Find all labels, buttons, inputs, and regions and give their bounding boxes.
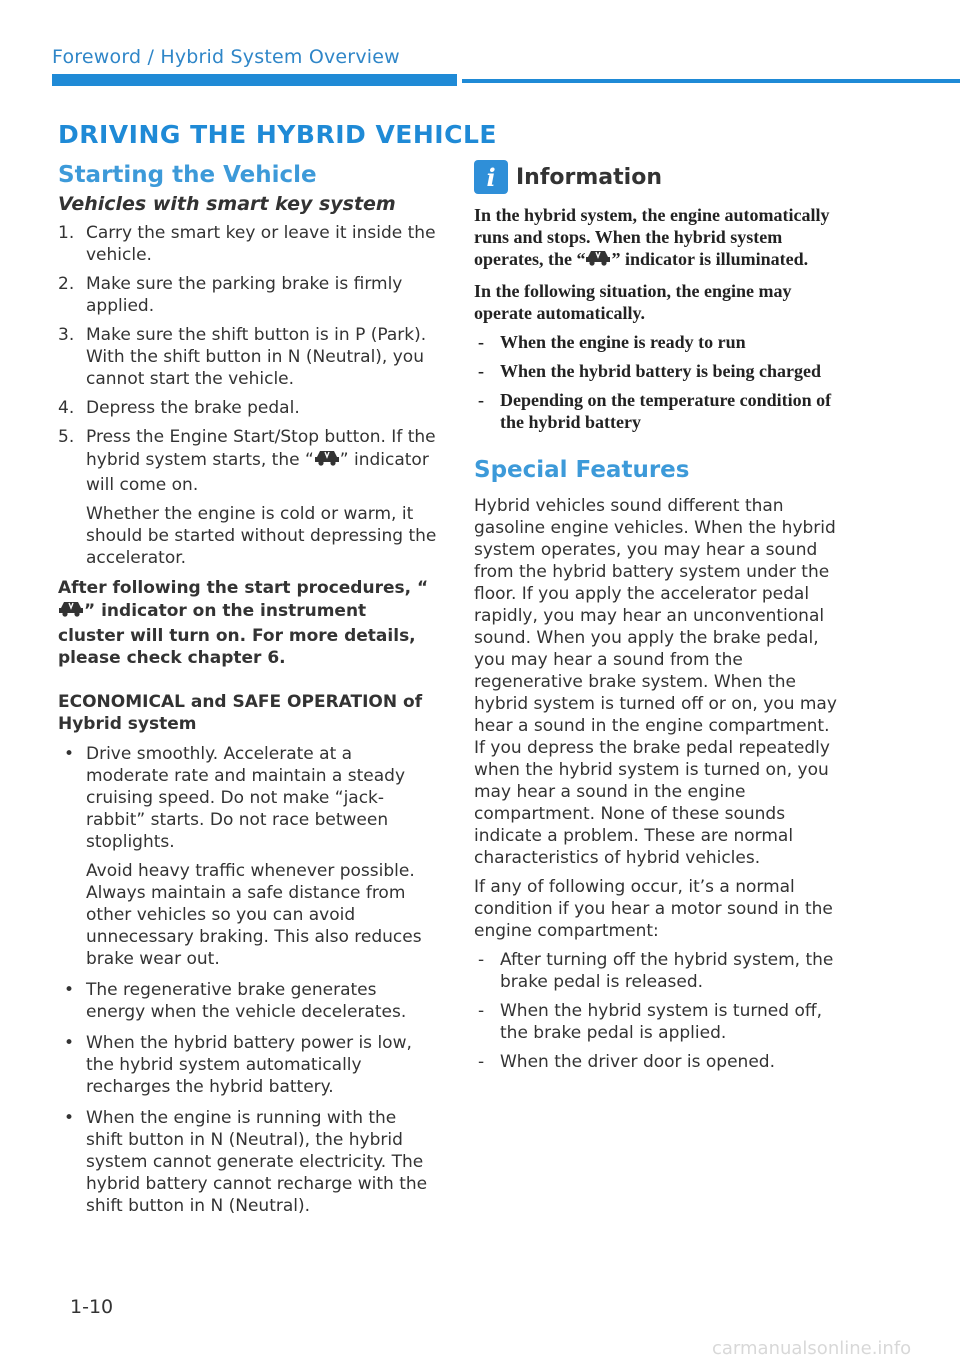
list-item xyxy=(58,222,438,266)
economical-operation-title: ECONOMICAL and SAFE OPERATION of Hybrid system xyxy=(58,692,423,734)
starting-heading: Starting the Vehicle xyxy=(58,162,317,188)
smart-key-subheading: Vehicles with smart key system xyxy=(58,193,396,215)
bullet-text: When the hybrid battery power is low, the hybrid system automatically recharges the hybrid battery. xyxy=(86,1033,412,1097)
list-item xyxy=(58,397,438,419)
hybrid-ready-indicator-icon xyxy=(58,599,84,625)
bullet-text: Drive smoothly. Accelerate at a moderate rate and maintain a steady cruising speed. Do not make “jack-rabbit” starts. Do not race between stoplights. xyxy=(86,744,405,852)
right-column xyxy=(474,160,844,1080)
step-text: Make sure the parking brake is firmly applied. xyxy=(86,274,403,316)
information-paragraph: In the following situation, the engine may operate automatically. xyxy=(474,281,792,323)
left-column xyxy=(58,160,438,1226)
step-number: 3. xyxy=(58,325,75,345)
list-item: - When the driver door is opened. xyxy=(478,1052,775,1072)
list-item xyxy=(58,979,438,1023)
special-features-paragraph: Hybrid vehicles sound different than gasoline engine vehicles. When the hybrid system operates, you may hear a sound from the hybrid battery system under the floor. If you apply the accelerator pedal rapidly, you may hear an unconventional sound. When you apply the brake pedal, you may hear a sound from the regenerative brake system. When the hybrid system is turned off or on, you may hear a sound in the engine compartment. If you depress the brake pedal repeatedly when the hybrid system is turned on, you may hear a sound in the engine compartment. None of these sounds indicate a problem. These are normal characteristics of hybrid vehicles. xyxy=(474,496,837,868)
hybrid-ready-indicator-icon xyxy=(585,248,611,273)
list-item xyxy=(58,324,438,390)
list-item xyxy=(58,426,438,569)
step-text: Depress the brake pedal. xyxy=(86,398,300,418)
motor-sound-list xyxy=(474,949,844,1073)
list-item: - When the hybrid system is turned off, the brake pedal is applied. xyxy=(478,1001,822,1043)
hybrid-ready-indicator-icon xyxy=(314,448,340,474)
list-item: - After turning off the hybrid system, the brake pedal is released. xyxy=(478,950,834,992)
breadcrumb: Foreword / Hybrid System Overview xyxy=(52,46,400,68)
step-text: ” indicator will come on. xyxy=(86,450,429,495)
bullet: • xyxy=(64,1033,75,1053)
list-item xyxy=(58,1032,438,1098)
information-box-header xyxy=(474,160,844,194)
bullet: • xyxy=(64,980,75,1000)
information-body xyxy=(474,204,844,433)
list-item xyxy=(58,1107,438,1217)
special-features-paragraph: If any of following occur, it’s a normal condition if you hear a motor sound in the engine compartment: xyxy=(474,877,833,941)
header-rule-thin xyxy=(462,79,960,83)
information-paragraph: In the hybrid system, the engine automatically runs and stops. When the hybrid system operates, the “ ” indicator is illuminated. xyxy=(474,204,844,273)
list-item xyxy=(58,273,438,317)
step-text: Make sure the shift button is in P (Park). With the shift button in N (Neutral), you cannot start the vehicle. xyxy=(86,325,427,389)
step-text: Carry the smart key or leave it inside the vehicle. xyxy=(86,223,436,265)
start-note: After following the start procedures, “” indicator on the instrument cluster will turn on. For more details, please check chapter 6. xyxy=(58,578,429,668)
step-extra-text: Whether the engine is cold or warm, it should be started without depressing the accelerator. xyxy=(86,504,437,568)
bullet: • xyxy=(64,744,75,764)
economy-bullets-list xyxy=(58,743,438,1217)
bullet-text: The regenerative brake generates energy when the vehicle decelerates. xyxy=(86,980,407,1022)
information-label: Information xyxy=(516,164,662,190)
bullet-text: When the engine is running with the shift button in N (Neutral), the hybrid system cannot generate electricity. The hybrid battery cannot recharge with the shift button in N (Neutral). xyxy=(86,1108,428,1216)
bullet-extra-text: Avoid heavy traffic whenever possible. Always maintain a safe distance from other vehicles so you can avoid unnecessary braking. This also reduces brake wear out. xyxy=(86,861,422,969)
special-features-heading: Special Features xyxy=(474,457,690,483)
information-list xyxy=(474,331,844,433)
step-text: Press the Engine Start/Stop button. If the hybrid system starts, the “ xyxy=(86,427,436,470)
section-title: DRIVING THE HYBRID VEHICLE xyxy=(58,120,497,149)
list-item: - When the engine is ready to run xyxy=(478,332,746,352)
page-number: 1-10 xyxy=(70,1296,114,1318)
list-item xyxy=(58,743,438,970)
bullet: • xyxy=(64,1108,75,1128)
list-item: - When the hybrid battery is being charged xyxy=(478,361,822,381)
list-item: - Depending on the temperature condition of the hybrid battery xyxy=(478,390,832,432)
step-number: 2. xyxy=(58,274,75,294)
step-number: 4. xyxy=(58,398,75,418)
header-rule-thick xyxy=(52,74,457,86)
watermark: carmanualsonline.info xyxy=(712,1338,912,1359)
step-number: 5. xyxy=(58,427,75,447)
information-icon: i xyxy=(474,160,508,194)
step-number: 1. xyxy=(58,223,75,243)
start-steps-list xyxy=(58,222,438,569)
